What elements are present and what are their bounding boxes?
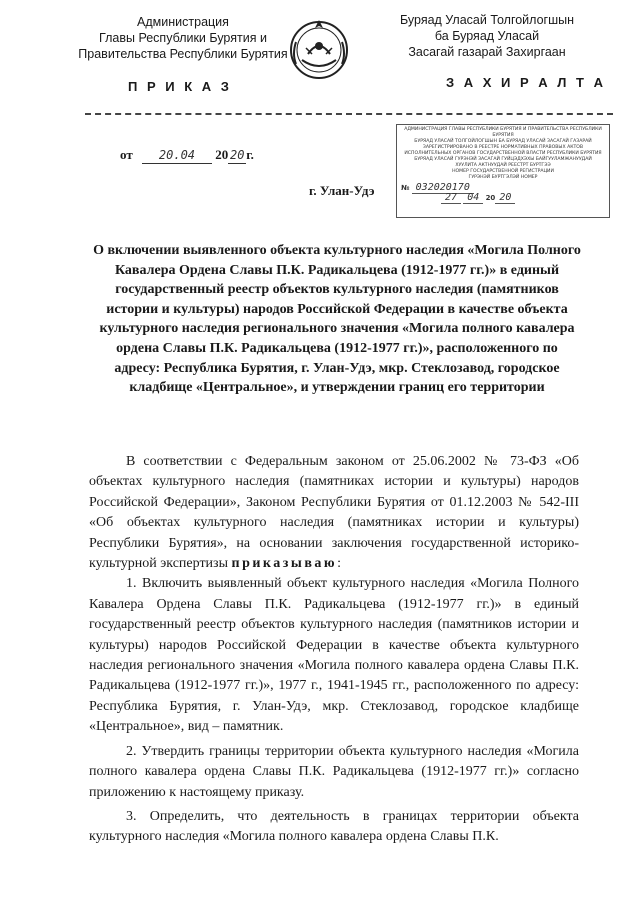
document-title: О включении выявленного объекта культурного наследия «Могила Полного Кавалера Ордена Славы П.К. Радикальцева (1912-1977 гг.)» в единый государственный реестр объектов культурного наследия (памятников истории и культуры) народов Российской Федерации в качестве объекта культурного наследия регионального значения «Могила полного кавалера ордена Славы П.К. Радикальцева (1912-1977 гг.)», расположенного по адресу: Республика Бурятия, г. Улан-Удэ, мкр. Стеклозавод, городское кладбище «Центральное», и утверждении границ его территории	[93, 243, 581, 396]
coat-of-arms-emblem	[284, 14, 354, 82]
stamp-line-5: БУРЯАД УЛАСАЙ ГУРЭНЭЙ ЗАСАГАЙ ГУЙЦЭДХЭХЫ БАЙГУУЛАМЖАНУУДАЙ	[414, 157, 592, 162]
issuer-left-line-3: Правительства Республики Бурятия	[78, 47, 288, 61]
item-2: 2. Утвердить границы территории объекта культурного наследия «Могила полного кавалера ордена Славы П.К. Радикальцева (1912-1977 гг.)» согласно приложению к настоящему приказу.	[89, 743, 579, 800]
issuer-left-line-2: Главы Республики Бурятия и	[99, 31, 267, 45]
stamp-reg-number-line	[401, 182, 605, 193]
stamp-line-6: ХУУЛИТА АКТНУУДАЙ РЕЕСТРТ БУРТГЭЭ	[455, 163, 551, 168]
stamp-reg-year-prefix: 20	[485, 194, 496, 202]
intro-text: В соответствии с Федеральным законом от 25.06.2002 № 73-ФЗ «Об объектах культурного наследия (памятниках истории и культуры) народов Российской Федерации», Законом Республики Бурятия от 01.12.2003 № 542-III «Об объектах культурного наследия (памятниках истории и культуры) Республики Бурятия», на основании заключения государственной историко-культурной экспертизы	[89, 454, 579, 572]
date-year: 20	[229, 148, 245, 162]
date-year-end: г.	[246, 147, 254, 162]
date-day-month: 20.04	[158, 148, 196, 162]
stamp-line-7: НОМЕР ГОСУДАРСТВЕННОЙ РЕГИСТРАЦИИ	[452, 169, 554, 174]
stamp-line-2: БУРЯАД УЛАСАЙ ТОЛГОЙЛОГШЫН БА БУРЯАД УЛАСАЙ ЗАСАГАЙ ГАЗАРАЙ	[414, 139, 592, 144]
stamp-line-3: ЗАРЕГИСТРИРОВАНО В РЕЕСТРЕ НОРМАТИВНЫХ ПРАВОВЫХ АКТОВ	[422, 145, 584, 150]
document-type-ru: П Р И К А З	[128, 79, 232, 94]
issuer-left-line-1: Администрация	[137, 15, 229, 29]
date-year-prefix: 20	[215, 147, 229, 162]
item-1: 1. Включить выявленный объект культурного наследия «Могила Полного Кавалера Ордена Славы П.К. Радикальцева (1912-1977 гг.)» в единый государственный реестр объектов культурного наследия (памятников истории и культуры) народов Российской Федерации в качестве объекта культурного наследия регионального значения «Могила полного кавалера ордена Славы П.К. Радикальцева (1912-1977 гг.)», 1977 г., 1941-1945 гг., расположенного по адресу: Республика Бурятия, г. Улан-Удэ, мкр. Стеклозавод, городское кладбище «Центральное», вид – памятник.	[89, 576, 579, 735]
issuer-right-line-2: ба Буряад Уласай	[434, 29, 540, 43]
order-colon: :	[337, 556, 341, 572]
item-3: 3. Определить, что деятельность в границах территории объекта культурного наследия «Могила полного кавалера ордена Славы П.К.	[89, 808, 579, 845]
stamp-reg-date-line	[401, 192, 605, 203]
document-type-bua: З А Х И Р А Л Т А	[446, 75, 606, 90]
issuer-right	[384, 12, 590, 60]
stamp-reg-prefix: №	[401, 184, 410, 192]
date-line	[120, 147, 254, 164]
order-word: приказываю	[231, 556, 338, 572]
registration-stamp	[396, 124, 610, 218]
intro-paragraph	[89, 452, 579, 574]
date-prefix: от	[120, 147, 133, 162]
stamp-line-8: ГУРЭНЭЙ БУРТГЭЛЭЙ НОМЕР	[468, 175, 538, 180]
issuer-left	[78, 14, 288, 62]
issuer-right-line-1: Буряад Уласай Толгойлогшын	[399, 13, 575, 27]
issuer-right-line-3: Засагай газарай Захиргаан	[408, 45, 566, 59]
document-body	[89, 452, 579, 848]
stamp-reg-number: 032020170	[412, 182, 474, 194]
stamp-line-1: АДМИНИСТРАЦИЯ ГЛАВЫ РЕСПУБЛИКИ БУРЯТИЯ И ПРАВИТЕЛЬСТВА РЕСПУБЛИКИ БУРЯТИЯ	[404, 127, 602, 138]
stamp-reg-month: 04	[463, 192, 483, 204]
city: г. Улан-Удэ	[309, 183, 375, 198]
stamp-reg-day: 27	[441, 192, 461, 204]
header-divider	[85, 113, 613, 115]
stamp-line-4: ИСПОЛНИТЕЛЬНЫХ ОРГАНОВ ГОСУДАРСТВЕННОЙ ВЛАСТИ РЕСПУБЛИКИ БУРЯТИЯ	[404, 151, 602, 156]
stamp-reg-year: 20	[495, 192, 515, 204]
